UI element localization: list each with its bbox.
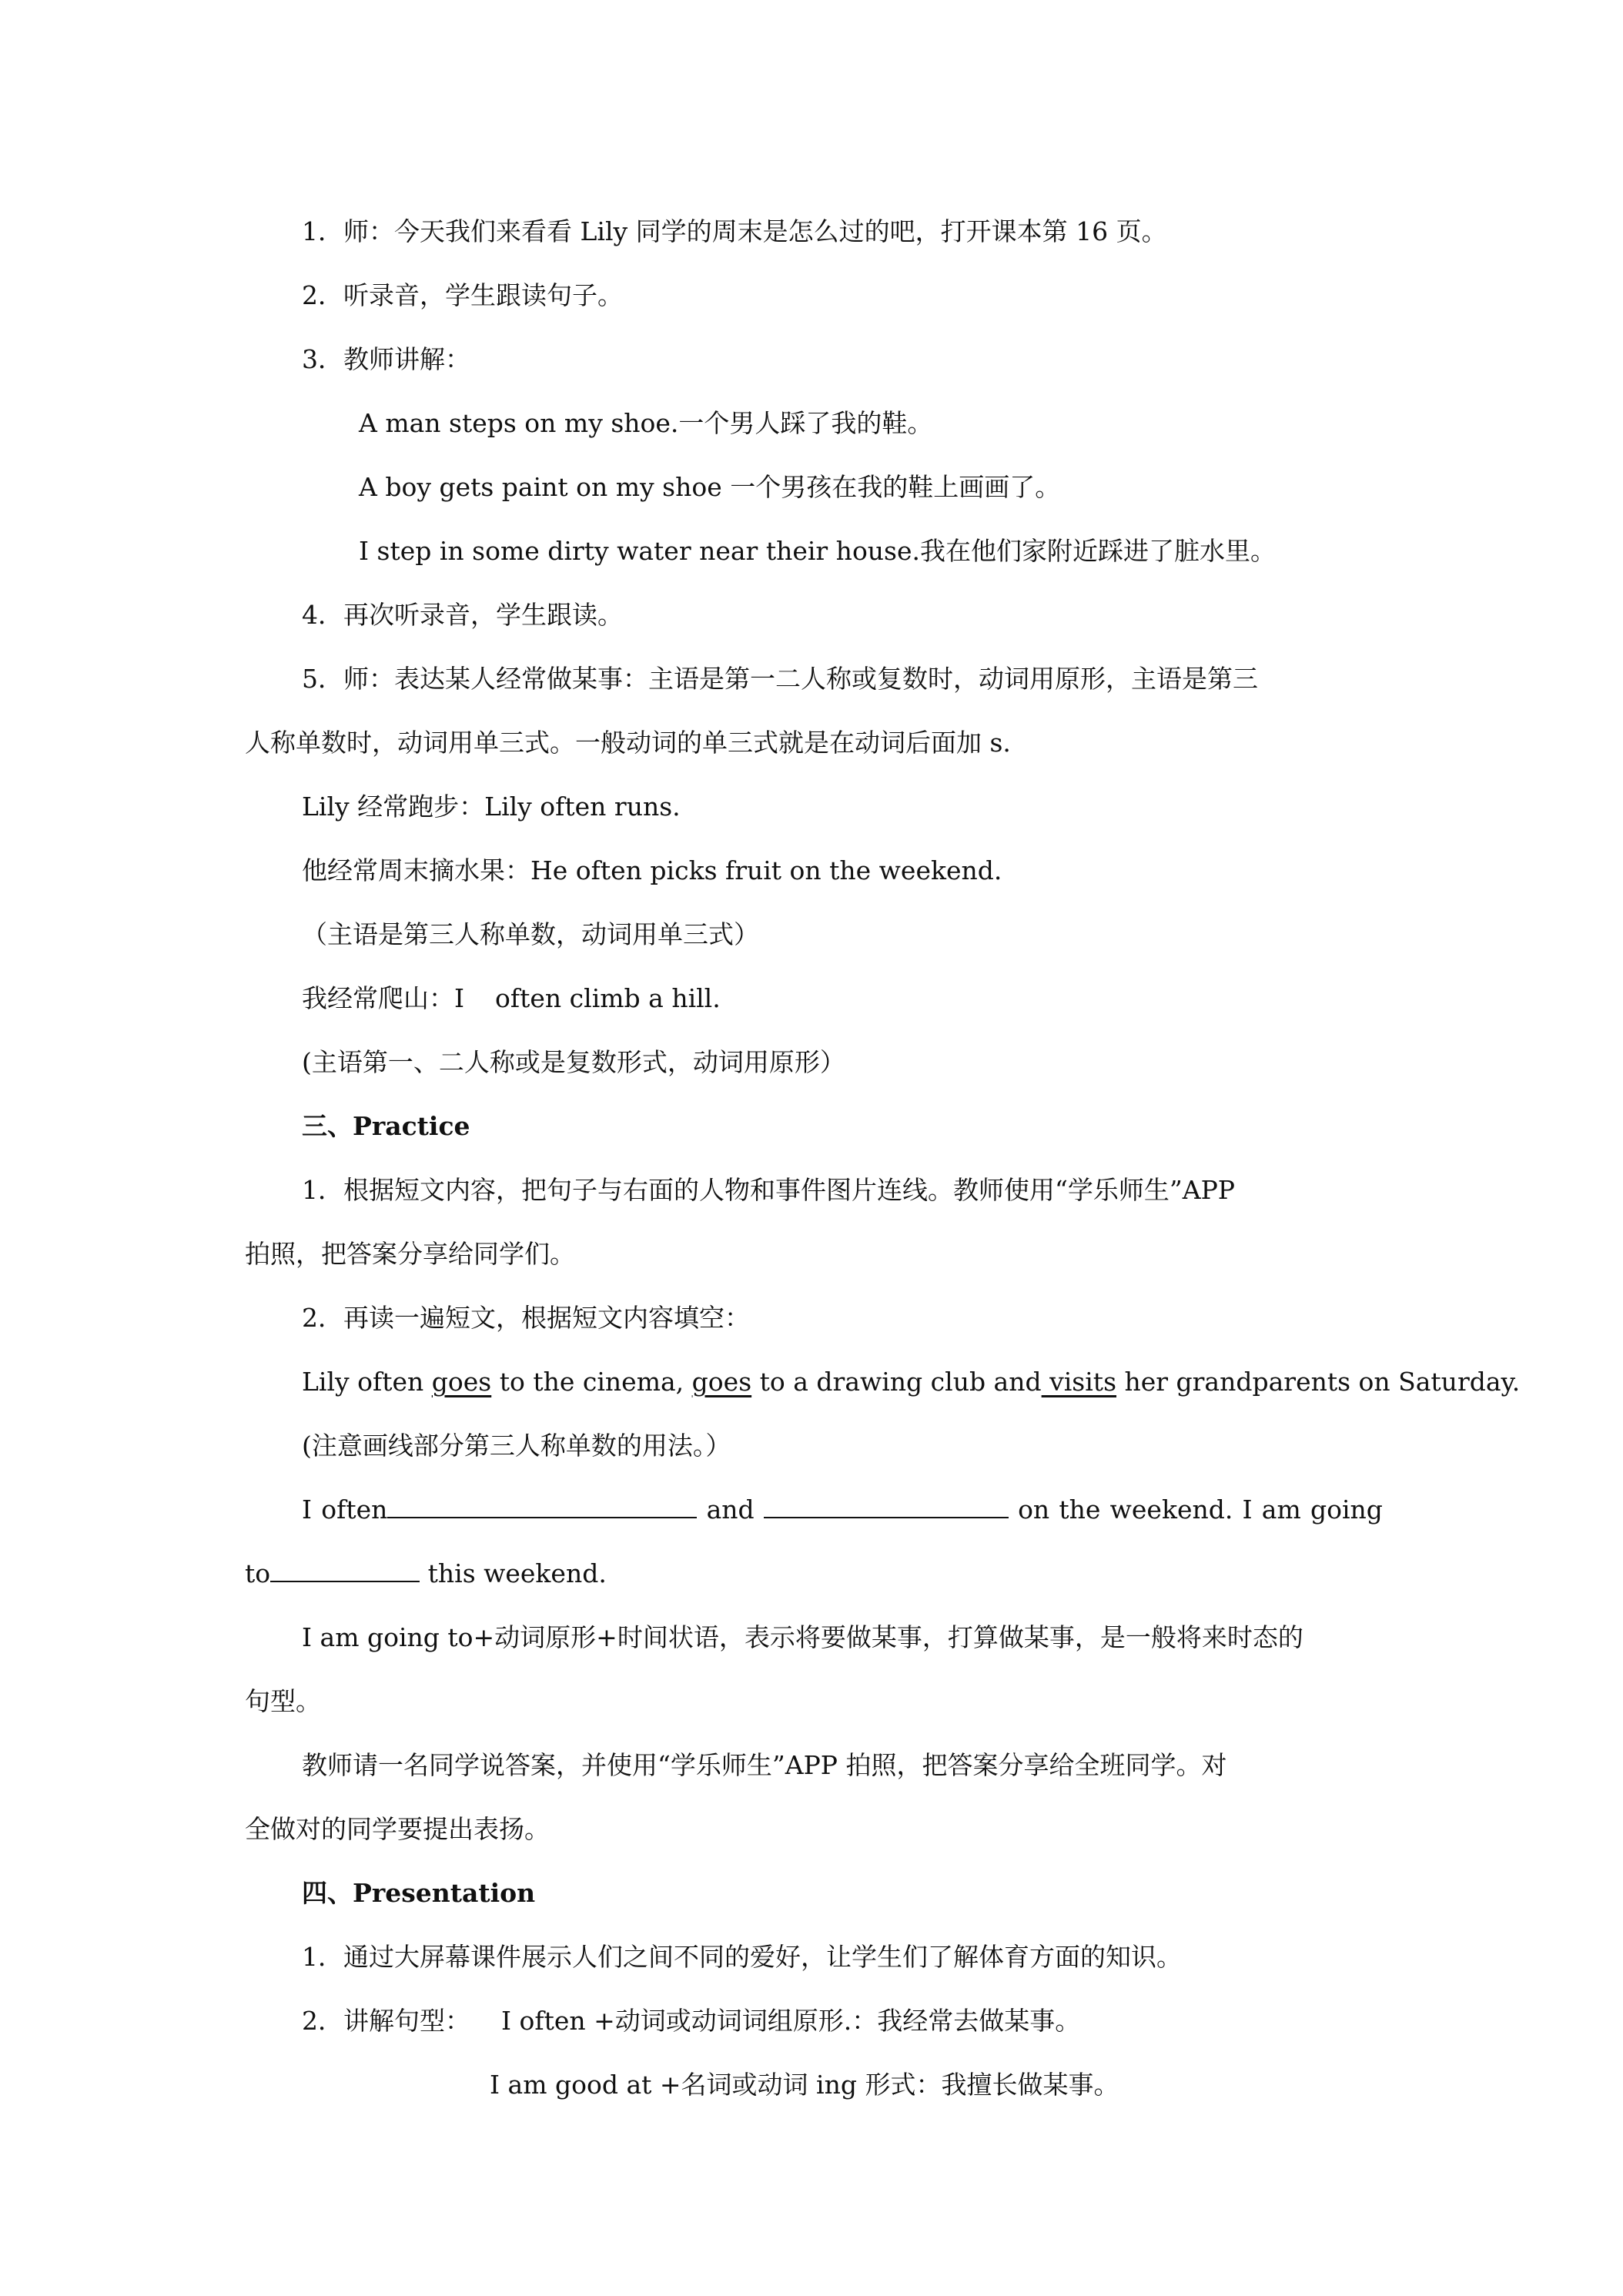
paragraph-step-2: 2．听录音，学生跟读句子。 bbox=[302, 280, 623, 310]
example-climb-hill bbox=[302, 980, 721, 1017]
example-picks-fruit: 他经常周末摘水果：He often picks fruit on the weekend. bbox=[302, 855, 1002, 885]
note-third-person: （主语是第三人称单数，动词用单三式） bbox=[302, 919, 759, 949]
paragraph-step-3: 3．教师讲解： bbox=[302, 344, 470, 374]
blank-sentence-line-1 bbox=[302, 1491, 1383, 1528]
blank-word: often bbox=[321, 1494, 388, 1525]
example-sentence-3: I step in some dirty water near their house.我在他们家附近踩进了脏水里。 bbox=[359, 536, 1277, 566]
blank-word: the bbox=[1059, 1494, 1101, 1525]
fill-text-4: her grandparents on Saturday. bbox=[1116, 1367, 1521, 1397]
blank-tail-text: this weekend. bbox=[420, 1558, 607, 1588]
presentation-step-2-pattern-2: I am good at +名词或动词 ing 形式：我擅长做某事。 bbox=[490, 2070, 1119, 2100]
underlined-word-visits: visits bbox=[1041, 1367, 1116, 1397]
blank-word: to bbox=[245, 1558, 271, 1588]
blank-group-1 bbox=[321, 1491, 697, 1528]
answer-blank-2[interactable] bbox=[764, 1492, 1009, 1518]
example-lily-runs: Lily 经常跑步：Lily often runs. bbox=[302, 792, 681, 822]
note-base-form: (主语第一、二人称或是复数形式，动词用原形） bbox=[302, 1047, 845, 1077]
paragraph-step-4: 4．再次听录音，学生跟读。 bbox=[302, 600, 623, 630]
fill-text-1: Lily often bbox=[302, 1367, 432, 1397]
practice-step-1-line-1: 1．根据短文内容，把句子与右面的人物和事件图片连线。教师使用“学乐师生”APP bbox=[302, 1175, 1235, 1205]
blank-word: on bbox=[1018, 1494, 1050, 1525]
fill-text-2: to the cinema, bbox=[491, 1367, 692, 1397]
blank-word: am bbox=[1261, 1494, 1301, 1525]
section-heading-presentation: 四、Presentation bbox=[302, 1878, 536, 1908]
answer-blank-3[interactable] bbox=[270, 1556, 420, 1582]
blank-word: weekend. bbox=[1109, 1494, 1233, 1525]
grammar-note-line-1: I am going to+动词原形+时间状语，表示将要做某事，打算做某事，是一般将来时态的 bbox=[302, 1622, 1303, 1652]
answer-blank-1[interactable] bbox=[387, 1492, 697, 1518]
blank-word: going bbox=[1310, 1494, 1383, 1525]
example-sentence-1: A man steps on my shoe.一个男人踩了我的鞋。 bbox=[359, 408, 933, 438]
fill-in-sentence bbox=[302, 1364, 1520, 1401]
underlined-word-goes-1: goes bbox=[431, 1367, 492, 1397]
example-sentence-2: A boy gets paint on my shoe 一个男孩在我的鞋上画画了。 bbox=[359, 472, 1061, 502]
blank-word: and bbox=[706, 1494, 755, 1525]
grammar-note-line-2: 句型。 bbox=[245, 1686, 321, 1716]
paragraph-step-5-line-1: 5．师：表达某人经常做某事：主语是第一二人称或复数时，动词用原形，主语是第三 bbox=[302, 664, 1258, 694]
teacher-instruction-line-2: 全做对的同学要提出表扬。 bbox=[245, 1814, 550, 1844]
presentation-step-2-label: 2．讲解句型： bbox=[302, 2006, 470, 2036]
presentation-step-2-pattern: I often +动词或动词词组原形.：我经常去做某事。 bbox=[501, 2006, 1081, 2036]
section-heading-practice: 三、Practice bbox=[302, 1111, 470, 1141]
presentation-step-2 bbox=[302, 2003, 1080, 2040]
practice-step-2: 2．再读一遍短文，根据短文内容填空： bbox=[302, 1303, 750, 1333]
example-climb-hill-cn: 我经常爬山：I bbox=[302, 983, 465, 1013]
practice-step-1-line-2: 拍照，把答案分享给同学们。 bbox=[245, 1239, 575, 1269]
presentation-step-1: 1．通过大屏幕课件展示人们之间不同的爱好，让学生们了解体育方面的知识。 bbox=[302, 1942, 1182, 1972]
blank-sentence-line-2 bbox=[245, 1555, 607, 1592]
blank-word: I bbox=[1242, 1494, 1253, 1525]
underline-note: (注意画线部分第三人称单数的用法。） bbox=[302, 1431, 731, 1461]
paragraph-step-1: 1．师：今天我们来看看 Lily 同学的周末是怎么过的吧，打开课本第 16 页。 bbox=[302, 216, 1167, 246]
teacher-instruction-line-1: 教师请一名同学说答案，并使用“学乐师生”APP 拍照，把答案分享给全班同学。对 bbox=[302, 1750, 1227, 1780]
example-climb-hill-en: often climb a hill. bbox=[495, 983, 721, 1013]
underlined-word-goes-2: goes bbox=[691, 1367, 752, 1397]
paragraph-step-5-line-2: 人称单数时，动词用单三式。一般动词的单三式就是在动词后面加 s. bbox=[245, 728, 1011, 758]
blank-word: I bbox=[302, 1494, 313, 1525]
fill-text-3: to a drawing club and bbox=[751, 1367, 1042, 1397]
